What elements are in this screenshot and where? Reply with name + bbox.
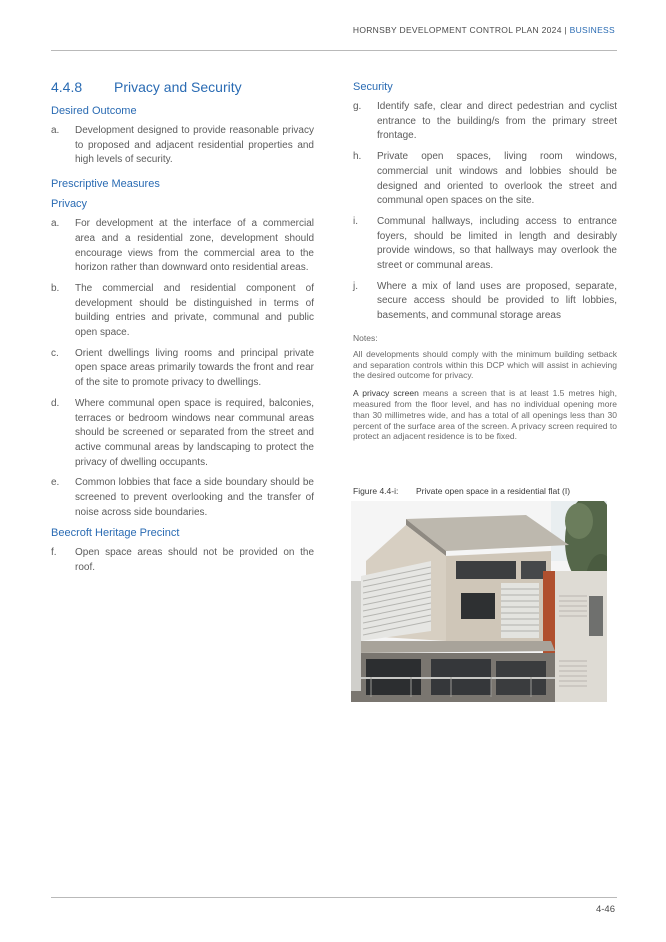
security-heading: Security <box>353 81 393 93</box>
running-header <box>353 25 615 35</box>
note-definition: means a screen that is at least 1.5 metres high, measured from the floor level, and has no individual opening more than 30 millimetres wide, and has a total of all openings less than 30 percent of the surface area of the screen. A privacy screen required to protect an adjacent residence is to be fixed. <box>353 388 617 442</box>
note-paragraph <box>353 388 617 442</box>
desired-outcome-heading: Desired Outcome <box>51 105 137 117</box>
section-heading <box>51 78 314 96</box>
list-item: a. Development designed to provide reasonable privacy to proposed and adjacent residential properties and high levels of security. <box>51 125 314 166</box>
privacy-heading: Privacy <box>51 198 88 211</box>
list-item: d. Where communal open space is required, balconies, terraces or bedroom windows near communal areas should be screened or separated from the street and active communal areas by landscaping to protect the privacy of dwelling occupants. <box>51 397 314 468</box>
header-separator: | <box>564 25 567 35</box>
list-item: e. Common lobbies that face a side boundary should be screened to prevent overlooking and the transfer of noise across side boundaries. <box>51 477 314 518</box>
list-item: a. For development at the interface of a commercial area and a residential zone, development should encourage views from the commercial area to the horizon rather than downward onto residential areas. <box>51 218 314 274</box>
list-item: j. Where a mix of land uses are proposed, separate, secure access should be provided to lift lobbies, basements, and communal storage areas <box>353 280 617 322</box>
list-item: g. Identify safe, clear and direct pedestrian and cyclist entrance to the building/s from the primary street frontage. <box>353 101 617 142</box>
left-column <box>51 78 314 582</box>
figure-caption-text: Private open space in a residential flat (I) <box>416 486 571 496</box>
footer-divider <box>51 897 617 898</box>
note-paragraph: All developments should comply with the minimum building setback and separation controls within this DCP which will assist in achieving the desired outcome for privacy. <box>353 348 617 381</box>
header-divider <box>51 50 617 51</box>
right-column <box>353 80 617 449</box>
section-number: 4.4.8 <box>51 79 83 95</box>
list-item: b. The commercial and residential component of development should be distinguished in terms of building entries and private, communal and public open space. <box>51 282 314 339</box>
section-title: Privacy and Security <box>114 79 242 95</box>
list-item: i. Communal hallways, including access to entrance foyers, should be limited in length and desirably provide windows, so that hallways may overlook the street or communal areas. <box>353 215 617 272</box>
page-number: 4-46 <box>595 904 615 915</box>
beecroft-heading: Beecroft Heritage Precinct <box>51 527 180 540</box>
header-title: HORNSBY DEVELOPMENT CONTROL PLAN 2024 <box>352 25 562 35</box>
figure-number: Figure 4.4-i: <box>353 486 399 496</box>
figure-caption <box>353 486 570 496</box>
header-section: BUSINESS <box>569 25 615 35</box>
notes-title: Notes: <box>353 332 378 343</box>
prescriptive-heading: Prescriptive Measures <box>51 178 160 191</box>
building-photo <box>351 501 607 702</box>
list-item: f. Open space areas should not be provided on the roof. <box>51 547 314 574</box>
list-item: h. Private open spaces, living room windows, commercial unit windows and lobbies should be designed and oriented to overlook the street and communal open spaces on the site. <box>353 151 617 207</box>
note-term: A privacy screen <box>353 388 419 399</box>
list-item: c. Orient dwellings living rooms and principal private open space areas primarily towards the front and rear of the site to promote privacy to dwellings. <box>51 347 314 389</box>
